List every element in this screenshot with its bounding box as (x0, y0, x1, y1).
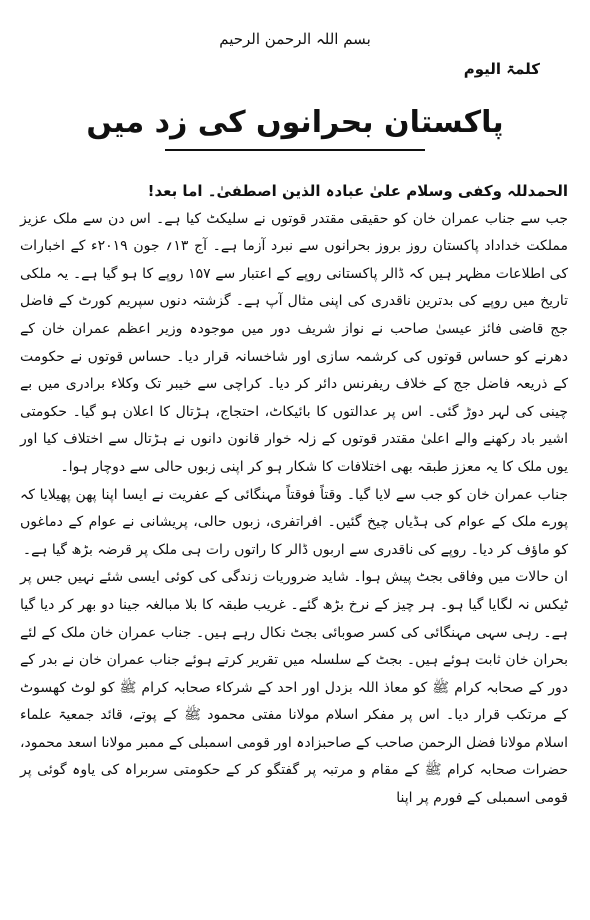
bismillah-heading: بسم اللہ الرحمن الرحیم (219, 30, 371, 48)
title-underline (165, 149, 425, 151)
article-body (20, 178, 568, 813)
page-title: پاکستان بحرانوں کی زد میں (86, 105, 504, 140)
paragraph-3: ان حالات میں وفاقی بجٹ پیش ہوا۔ شاید ضروریات زندگی کی کوئی ایسی شئے نہیں جس پر ٹیکس نہ لگایا گیا ہو۔ ہر چیز کے نرخ بڑھ گئے۔ غریب طبقہ کا بلا مبالغہ جینا دو بھر کر دیا گیا ہے۔ رہی سہی مہنگائی کی کسر صوبائی بجٹ نکال رہے ہیں۔ جناب عمران خان ملک کے لئے بحران خان ثابت ہوئے ہیں۔ بجٹ کے سلسلہ میں تقریر کرتے ہوئے جناب عمران خان نے بدر کے دور کے صحابہ کرام ﷺ کو معاذ اللہ بزدل اور احد کے شرکاء صحابہ کرام ﷺ کو لوٹ کھسوٹ کے مرتکب قرار دیا۔ اس پر مفکر اسلام مولانا مفتی محمود ﷺ کے پوتے، قائد جمعیۃ علماء اسلام مولانا فضل الرحمن صاحب کے صاحبزادہ اور قومی اسمبلی کے ممبر مولانا اسعد محمود، حضرات صحابہ کرام ﷺ کے مقام و مرتبہ پر گفتگو کر کے حکومتی سربراہ کی یاوہ گوئی پر قومی اسمبلی کے فورم پر اپنا (20, 569, 568, 807)
section-label: کلمۃ الیوم (463, 60, 540, 78)
paragraph-2: جناب عمران خان کو جب سے لایا گیا۔ وقتاً فوقتاً مہنگائی کے عفریت نے ایسا اپنا پھن پھیلایا کہ پورے ملک کے عوام کی ہڈیاں چیخ گئیں۔ افراتفری، زبوں حالی، پریشانی نے عوام کے دماغوں کو ماؤف کر دیا۔ روپے کی ناقدری سے اربوں ڈالر کا راتوں رات ہی ملک پر قرضہ بڑھ گیا ہے۔ (20, 486, 568, 558)
paragraph-1: جب سے جناب عمران خان کو حقیقی مقتدر قوتوں نے سلیکٹ کیا ہے۔ اس دن سے ملک عزیز مملکت خداداد پاکستان روز بروز بحرانوں سے نبرد آزما ہے۔ آج ۱۳؍ جون ۲۰۱۹ء کے اخبارات کی اطلاعات مظہر ہیں کہ ڈالر پاکستانی روپے کے اعتبار سے ۱۵۷ روپے کا ہو گیا ہے۔ یہ ملکی تاریخ میں روپے کی بدترین ناقدری کی اپنی مثال آپ ہے۔ گزشتہ دنوں سپریم کورٹ کے فاضل جج قاضی فائز عیسیٰ صاحب نے نواز شریف دور میں موجودہ وزیر اعظم عمران خان کے دھرنے کو حساس قوتوں کی کرشمہ سازی اور شاخسانہ قرار دیا۔ حساس قوتوں نے حکومت کے ذریعہ فاضل جج کے خلاف ریفرنس دائر کر دیا۔ کراچی سے خیبر تک وکلاء برادری میں بے چینی کی لہر دوڑ گئی۔ اس پر عدالتوں کا بائیکاٹ، احتجاج، ہڑتال کا اعلان ہو گیا۔ حکومتی اشیر باد رکھنے والے اعلیٰ مقتدر قوتوں کے زلہ خوار قانون دانوں نے ہڑتال سے اختلاف کیا اور یوں ملک کا یہ معزز طبقہ بھی اختلافات کا شکار ہو کر اپنی زبوں حالی سے دوچار ہوا۔ (20, 210, 569, 475)
opening-praise: الحمدللہ وکفی وسلام علیٰ عبادہ الذین اصطفیٰ۔ اما بعد! (147, 182, 568, 200)
